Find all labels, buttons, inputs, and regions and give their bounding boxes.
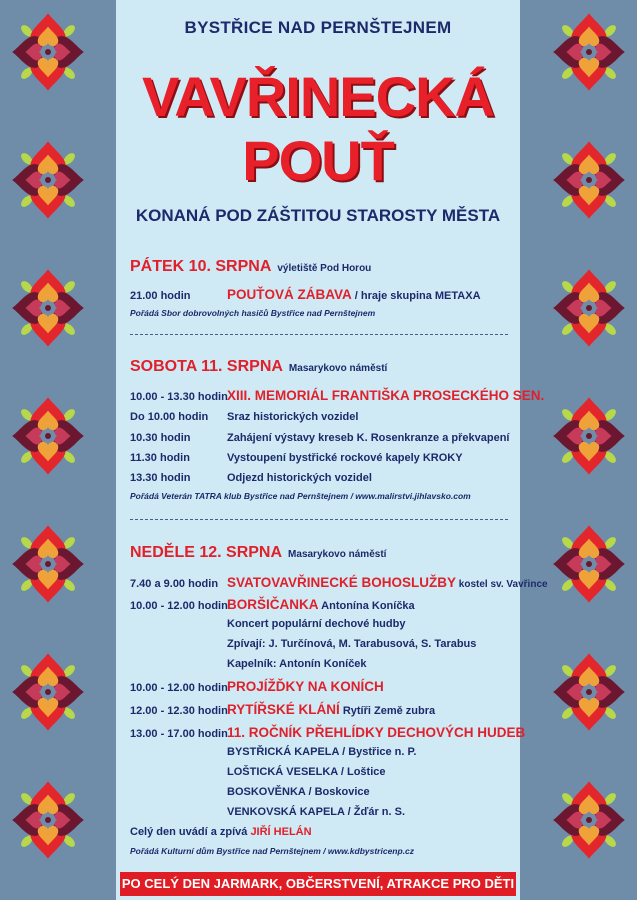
host-name: JIŘÍ HELÁN	[250, 826, 312, 838]
event-name: VENKOVSKÁ KAPELA / Žďár n. S.	[227, 806, 406, 818]
organizer-note: Pořádá Veterán TATRA klub Bystřice nad Pernštejnem / www.malirstvi.jihlavsko.com	[130, 491, 471, 501]
event-row	[130, 702, 435, 717]
event-extra: / hraje skupina METAXA	[351, 290, 481, 302]
day-place: výletiště Pod Horou	[277, 263, 372, 274]
event-name: LOŠTICKÁ VESELKA / Loštice	[227, 766, 386, 778]
day-heading-friday	[130, 258, 371, 276]
event-name: Zpívají: J. Turčínová, M. Tarabusová, S. Tarabus	[227, 638, 477, 650]
event-name: 11. ROČNÍK PŘEHLÍDKY DECHOVÝCH HUDEB	[227, 725, 526, 740]
folk-heart-flower-icon	[545, 520, 633, 608]
folk-heart-flower-icon	[4, 648, 92, 736]
event-time: 10.00 - 12.00 hodin	[130, 682, 228, 694]
folk-heart-flower-icon	[4, 136, 92, 224]
folk-heart-flower-icon	[545, 392, 633, 480]
event-row	[130, 658, 367, 670]
event-row	[130, 786, 370, 798]
event-time: 7.40 a 9.00 hodin	[130, 578, 219, 590]
event-extra: Rytíři Země zubra	[339, 705, 436, 717]
event-name: Kapelník: Antonín Koníček	[227, 658, 367, 670]
day-place: Masarykovo náměstí	[288, 549, 387, 560]
event-name: POUŤOVÁ ZÁBAVA	[227, 287, 352, 302]
event-name: BYSTŘICKÁ KAPELA / Bystřice n. P.	[227, 746, 417, 758]
day-name: PÁTEK 10. SRPNA	[130, 258, 272, 275]
title-line-1: VAVŘINECKÁ	[142, 65, 494, 128]
title-line-2: POUŤ	[242, 129, 394, 192]
dashed-divider	[130, 519, 508, 520]
poster-panel	[116, 0, 548, 900]
folk-heart-flower-icon	[545, 8, 633, 96]
event-name: Zahájení výstavy kreseb K. Rosenkranze a překvapení	[227, 432, 510, 444]
event-extra: kostel sv. Vavřince	[456, 579, 548, 590]
event-name: Vystoupení bystřické rockové kapely KROKY	[227, 452, 463, 464]
left-ornament-border	[0, 0, 96, 900]
organizer-note: Pořádá Sbor dobrovolných hasičů Bystřice nad Pernštejnem	[130, 308, 376, 318]
event-row	[130, 597, 415, 612]
host-prefix: Celý den uvádí a zpívá	[130, 826, 251, 838]
subtitle: KONANÁ POD ZÁŠTITOU STAROSTY MĚSTA	[135, 206, 501, 225]
event-row	[130, 746, 417, 758]
event-row	[130, 679, 384, 694]
folk-heart-flower-icon	[4, 392, 92, 480]
day-heading-saturday	[130, 358, 387, 376]
right-ornament-border	[541, 0, 637, 900]
event-row	[130, 432, 509, 444]
event-name: Sraz historických vozidel	[227, 411, 359, 423]
city-name: BYSTŘICE NAD PERNŠTEJNEM	[184, 18, 452, 37]
event-time: 10.00 - 12.00 hodin	[130, 600, 228, 612]
event-name: BOSKOVĚNKA / Boskovice	[227, 786, 370, 798]
event-row	[130, 575, 548, 590]
event-name: PROJÍŽĎKY NA KONÍCH	[227, 679, 384, 694]
event-row	[130, 766, 386, 778]
event-name: Koncert populární dechové hudby	[227, 618, 406, 630]
day-heading-sunday	[130, 544, 386, 562]
folk-heart-flower-icon	[545, 264, 633, 352]
folk-heart-flower-icon	[545, 648, 633, 736]
event-row	[130, 472, 372, 484]
event-time: 21.00 hodin	[130, 290, 191, 302]
event-row	[130, 388, 544, 403]
event-name: RYTÍŘSKÉ KLÁNÍ	[227, 702, 340, 717]
host-line	[130, 826, 312, 838]
event-name: XIII. MEMORIÁL FRANTIŠKA PROSECKÉHO SEN.	[227, 388, 545, 403]
event-name: BORŠIČANKA	[227, 597, 319, 612]
dashed-divider	[130, 334, 508, 335]
event-extra: Antonína Koníčka	[318, 600, 415, 612]
event-row	[130, 725, 525, 740]
event-time: 10.30 hodin	[130, 432, 191, 444]
footer-banner: PO CELÝ DEN JARMARK, OBČERSTVENÍ, ATRAKCE PRO DĚTI	[120, 872, 516, 896]
event-row	[130, 638, 476, 650]
folk-heart-flower-icon	[4, 8, 92, 96]
event-row	[130, 806, 405, 818]
event-time: 12.00 - 12.30 hodin	[130, 705, 228, 717]
event-time: Do 10.00 hodin	[130, 411, 209, 423]
event-time: 11.30 hodin	[130, 452, 190, 464]
folk-heart-flower-icon	[545, 776, 633, 864]
event-time: 10.00 - 13.30 hodin	[130, 391, 228, 403]
event-name: Odjezd historických vozidel	[227, 472, 372, 484]
folk-heart-flower-icon	[545, 136, 633, 224]
folk-heart-flower-icon	[4, 776, 92, 864]
day-name: SOBOTA 11. SRPNA	[130, 358, 283, 375]
event-name: SVATOVAVŘINECKÉ BOHOSLUŽBY	[227, 575, 457, 590]
event-time: 13.30 hodin	[130, 472, 191, 484]
organizer-note: Pořádá Kulturní dům Bystřice nad Pernštejnem / www.kdbystricenp.cz	[130, 846, 415, 856]
day-place: Masarykovo náměstí	[288, 363, 388, 374]
event-row	[130, 618, 405, 630]
folk-heart-flower-icon	[4, 264, 92, 352]
day-name: NEDĚLE 12. SRPNA	[130, 544, 283, 561]
event-row	[130, 452, 463, 464]
event-time: 13.00 - 17.00 hodin	[130, 728, 228, 740]
event-row	[130, 411, 358, 423]
folk-heart-flower-icon	[4, 520, 92, 608]
event-row	[130, 287, 481, 302]
